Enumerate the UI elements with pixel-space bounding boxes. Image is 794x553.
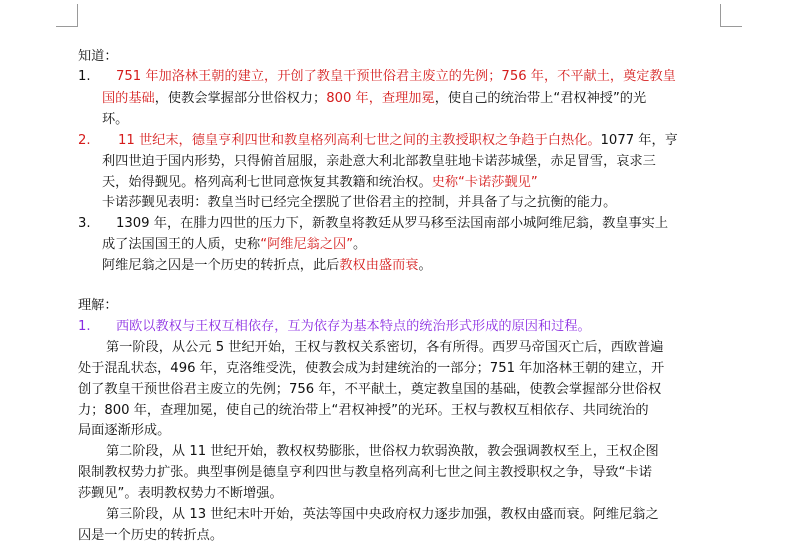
text-line: 莎觐见”。表明教权势力不断增强。 (78, 486, 283, 501)
text-line: 利四世迫于国内形势，只得俯首屈服，亲赴意大利北部教皇驻地卡诺莎城堡，赤足冒雪，哀求三 (102, 154, 656, 169)
text-line (102, 235, 752, 255)
text-line: 1309 年，在腓力四世的压力下，新教皇将教廷从罗马移至法国南部小城阿维尼翁，教皇事实上 (116, 216, 669, 231)
text-span: 阿维尼翁之囚是一个历史的转折点，此后 (102, 258, 340, 273)
text-line: 751 年加洛林王朝的建立，开创了教皇干预世俗君主废立的先例；756 年，不平献土，奠定教皇 (116, 69, 676, 84)
text-line: 第一阶段，从公元 5 世纪开始，王权与教权关系密切，各有所得。西罗马帝国灭亡后，西欧普遍 (106, 340, 664, 355)
text-span: 。 (418, 258, 432, 273)
text-line: 限制教权势力扩张。典型事例是德皇亨利四世与教皇格列高利七世之间主教授职权之争，导致“卡诺 (78, 465, 652, 480)
text-span: 800 年，查理加冕 (326, 91, 435, 106)
list-number: 1. (78, 69, 91, 84)
text-span: 11 世纪末，德皇亨利四世和教皇格列高利七世之间的主教授职权之争趋于白热化。 (118, 133, 601, 148)
text-line: 西欧以教权与王权互相依存，互为依存为基本特点的统治形式形成的原因和过程。 (116, 319, 591, 334)
text-line (102, 173, 752, 193)
text-line (118, 131, 768, 151)
text-span: 1077 年，亨 (600, 133, 678, 148)
text-line: 创了教皇干预世俗君主废立的先例；756 年，不平献土，奠定教皇国的基础，使教会掌握部分世俗权 (78, 382, 662, 397)
list-number: 1. (78, 319, 91, 334)
list-number: 2. (78, 133, 91, 148)
text-line: 局面逐渐形成。 (78, 423, 171, 438)
text-line: 处于混乱状态，496 年，克洛维受洗，使教会成为封建统治的一部分；751 年加洛林王朝的建立，开 (78, 361, 665, 376)
text-span: ，使教会掌握部分世俗权力； (154, 91, 327, 106)
text-span: 成了法国国王的人质，史称 (102, 237, 261, 252)
text-line: 环。 (102, 112, 129, 127)
text-line (102, 256, 752, 276)
text-line (102, 89, 752, 109)
text-line: 第三阶段，从 13 世纪末叶开始，英法等国中央政府权力逐步加强，教权由盛而衰。阿维尼翁之 (106, 507, 659, 522)
text-span: 国的基础 (102, 91, 155, 106)
text-line: 卡诺莎觐见表明：教皇当时已经完全摆脱了世俗君主的控制，并具备了与之抗衡的能力。 (102, 195, 617, 210)
text-line: 第二阶段，从 11 世纪开始，教权权势膨胀，世俗权力软弱涣散，教会强调教权至上，王权企图 (106, 444, 659, 459)
text-span: 史称“卡诺莎觐见” (431, 175, 538, 190)
text-span: 教权由盛而衰 (339, 258, 419, 273)
text-span: ，使自己的统治带上“君权神授”的光 (434, 91, 647, 106)
text-span: “阿维尼翁之囚” (260, 237, 354, 252)
text-line: 力；800 年，查理加冕，使自己的统治带上“君权神授”的光环。王权与教权互相依存、共同统治的 (78, 403, 649, 418)
section-heading-know: 知道： (78, 49, 118, 64)
text-line: 囚是一个历史的转折点。 (78, 528, 224, 543)
section-heading-understand: 理解： (78, 298, 118, 313)
text-span: 。 (353, 237, 367, 252)
text-span: 天，始得觐见。格列高利七世同意恢复其教籍和统治权。 (102, 175, 432, 190)
list-number: 3. (78, 216, 91, 231)
